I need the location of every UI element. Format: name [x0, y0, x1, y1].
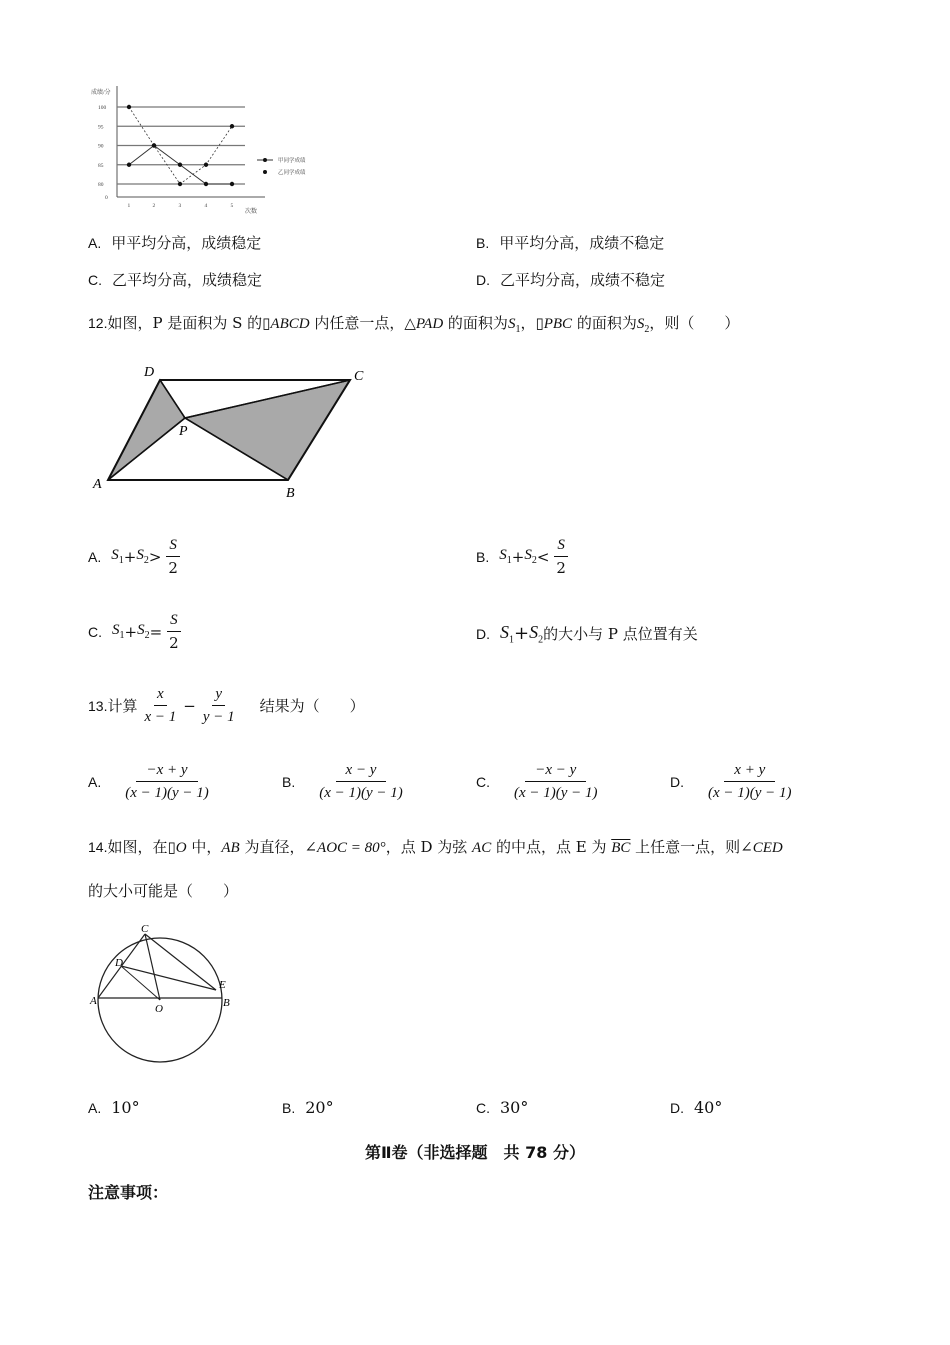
stem-text: 如图，在 — [107, 838, 168, 856]
math-ac: AC — [472, 840, 492, 856]
fraction-answer-d: $\frac{x + y}{(x - 1)(y - 1)}$ — [708, 762, 792, 801]
legend-marker-2 — [263, 170, 267, 174]
option-value: 40° — [694, 1098, 723, 1117]
option-label: C. — [88, 271, 102, 288]
plus-sign: + — [511, 547, 525, 566]
label-c: C — [354, 369, 364, 384]
label-a: A — [93, 477, 102, 492]
parallelogram-symbol: ▯ — [535, 314, 544, 332]
stem-text: ， — [520, 314, 536, 332]
q11-option-a[interactable] — [88, 232, 261, 253]
x-tick-label: 5 — [230, 203, 234, 209]
option-value: 30° — [500, 1098, 529, 1117]
fraction-answer-a: $\frac{-x + y}{(x - 1)(y - 1)}$ — [125, 762, 209, 801]
data-point — [152, 143, 156, 147]
option-text: 甲平均分高，成绩稳定 — [111, 234, 262, 252]
label-o: O — [155, 1003, 163, 1015]
label-b: B — [223, 997, 230, 1009]
legend-label-1: 甲同学成绩 — [278, 158, 306, 164]
math-arc-bc: $\overline{BC}$ — [611, 840, 631, 856]
math-s1: $S_1$ — [112, 622, 125, 641]
plus-sign: + — [124, 622, 138, 641]
stem-text: 的面积为 — [443, 314, 508, 332]
option-label: A. — [88, 234, 102, 251]
math-s1: $S_1$ — [111, 547, 124, 566]
option-label: D. — [476, 271, 490, 288]
equal-sign: = — [149, 622, 163, 641]
math-o: O — [175, 840, 187, 856]
q11-option-d[interactable] — [476, 269, 665, 290]
label-d: D — [144, 365, 155, 380]
greater-sign: > — [148, 547, 162, 566]
y-tick-label: 100 — [98, 105, 107, 111]
x-tick-label: 3 — [178, 203, 182, 209]
q12-option-c[interactable] — [88, 610, 186, 653]
x-tick-label: 4 — [204, 203, 208, 209]
fraction-x-over-x-minus-1: $\frac{x}{x - 1}$ — [144, 686, 177, 725]
q12-stem — [88, 312, 739, 335]
fraction-s-over-2: $\frac{S}{2}$ — [556, 537, 566, 577]
triangle-symbol: △ — [404, 314, 416, 332]
shaded-triangle-pad — [108, 380, 185, 480]
option-label: A. — [88, 1099, 102, 1116]
label-a: A — [90, 995, 97, 1007]
q14-stem — [88, 836, 783, 857]
option-value: 20° — [305, 1098, 334, 1117]
question-number: 13. — [88, 697, 108, 714]
math-s2: $S_2$ — [137, 622, 150, 641]
math-s2: $S_2$ — [524, 547, 537, 566]
stem-text: 上任意一点，则 — [630, 838, 741, 856]
q13-stem — [88, 684, 365, 727]
y-tick-label: 0 — [105, 195, 108, 201]
q13-option-c[interactable] — [476, 760, 612, 803]
option-label: D. — [670, 1099, 684, 1116]
math-s2: $S_2$ — [636, 316, 650, 335]
option-label: D. — [476, 625, 490, 642]
q14-option-c[interactable] — [476, 1098, 528, 1117]
minus-sign: − — [183, 696, 196, 715]
label-b: B — [286, 486, 295, 501]
x-tick-label: 1 — [127, 203, 131, 209]
score-line-chart — [85, 80, 355, 220]
math-angle-aoc: ∠AOC = 80° — [304, 840, 386, 856]
q13-option-b[interactable] — [282, 760, 417, 803]
data-point — [204, 182, 208, 186]
option-text: 乙平均分高，成绩不稳定 — [500, 271, 666, 289]
math-pbc: PBC — [543, 316, 573, 332]
math-s1: $S_1$ — [500, 622, 514, 646]
q12-option-a[interactable] — [88, 535, 185, 578]
option-label: A. — [88, 773, 102, 790]
stem-text: 的面积为 — [572, 314, 637, 332]
q12-option-d[interactable] — [476, 622, 698, 646]
data-point — [127, 163, 131, 167]
stem-text: 内任意一点， — [309, 314, 405, 332]
y-axis-label: 成绩/分 — [91, 90, 111, 96]
plus-sign: + — [514, 623, 530, 645]
q13-option-a[interactable] — [88, 760, 223, 803]
stem-text: 如图，P 是面积为 S 的 — [107, 314, 263, 332]
fraction-y-over-y-minus-1: $\frac{y}{y - 1}$ — [202, 686, 235, 725]
q12-option-b[interactable] — [476, 535, 573, 578]
label-c: C — [141, 923, 149, 935]
fraction-s-over-2: $\frac{S}{2}$ — [169, 612, 179, 652]
legend-label-2: 乙同学成绩 — [278, 170, 306, 176]
q14-stem-line2: 的大小可能是（ ） — [88, 882, 239, 900]
math-angle-ced: ∠CED — [740, 840, 783, 856]
stem-text: 的中点，点 E 为 — [491, 838, 612, 856]
q14-option-a[interactable] — [88, 1098, 140, 1117]
stem-text: 为直径， — [239, 838, 305, 856]
parallelogram-symbol: ▯ — [262, 314, 271, 332]
x-tick-label: 2 — [152, 203, 156, 209]
data-point — [178, 182, 182, 186]
question-number: 12. — [88, 315, 108, 331]
stem-text: 中， — [186, 838, 222, 856]
q14-option-b[interactable] — [282, 1098, 334, 1117]
notes-heading: 注意事项： — [88, 1183, 169, 1202]
label-e: E — [219, 979, 226, 991]
y-tick-label: 90 — [98, 143, 104, 150]
option-label: B. — [282, 1099, 296, 1116]
stem-text: 结果为（ ） — [259, 697, 365, 715]
option-text: 乙平均分高，成绩稳定 — [112, 271, 263, 289]
stem-text: ，点 D 为弦 — [385, 838, 473, 856]
label-p: P — [179, 424, 188, 439]
option-label: B. — [476, 548, 490, 565]
option-label: C. — [476, 773, 490, 790]
circle-symbol: ▯ — [167, 838, 176, 856]
fraction-answer-b: $\frac{x - y}{(x - 1)(y - 1)}$ — [319, 762, 403, 801]
option-label: A. — [88, 548, 102, 565]
math-abcd: ABCD — [270, 316, 310, 332]
data-point — [178, 163, 182, 167]
y-tick-label: 95 — [98, 124, 104, 131]
y-tick-label: 80 — [98, 182, 104, 188]
q11-option-c[interactable] — [88, 269, 262, 290]
option-text: 的大小与 P 点位置有关 — [543, 625, 698, 644]
stem-text: 计算 — [107, 697, 138, 715]
option-text: 甲平均分高，成绩不稳定 — [499, 234, 665, 252]
option-label: C. — [476, 1099, 490, 1116]
q14-option-d[interactable] — [670, 1098, 722, 1117]
data-point — [230, 182, 234, 186]
less-sign: < — [536, 547, 550, 566]
parallelogram-figure — [88, 360, 378, 505]
data-point — [204, 163, 208, 167]
shaded-triangle-pbc — [185, 380, 350, 480]
math-ab: AB — [221, 840, 240, 856]
question-number: 14. — [88, 839, 108, 855]
option-label: B. — [282, 773, 296, 790]
plus-sign: + — [123, 547, 137, 566]
math-s1: $S_1$ — [499, 547, 512, 566]
q13-option-d[interactable] — [670, 760, 806, 803]
fraction-s-over-2: $\frac{S}{2}$ — [168, 537, 178, 577]
circle-figure — [88, 920, 248, 1070]
fraction-answer-c: $\frac{-x - y}{(x - 1)(y - 1)}$ — [514, 762, 598, 801]
y-tick-label: 85 — [98, 162, 104, 169]
option-label: B. — [476, 234, 490, 251]
legend-marker-1 — [263, 158, 267, 162]
section-title: 第Ⅱ卷（非选择题 共 78 分） — [365, 1143, 585, 1162]
data-point — [127, 105, 131, 109]
option-value: 10° — [111, 1098, 140, 1117]
data-point — [230, 124, 234, 128]
option-label: D. — [670, 773, 684, 790]
q11-option-b[interactable] — [476, 232, 664, 253]
x-axis-label: 次数 — [245, 209, 258, 215]
stem-text: ，则（ ） — [649, 314, 740, 332]
math-pad: PAD — [415, 316, 444, 332]
label-d: D — [115, 957, 123, 969]
option-label: C. — [88, 623, 102, 640]
math-s2: $S_2$ — [529, 622, 544, 646]
math-s2: $S_2$ — [136, 547, 149, 566]
math-s1: $S_1$ — [507, 316, 521, 335]
